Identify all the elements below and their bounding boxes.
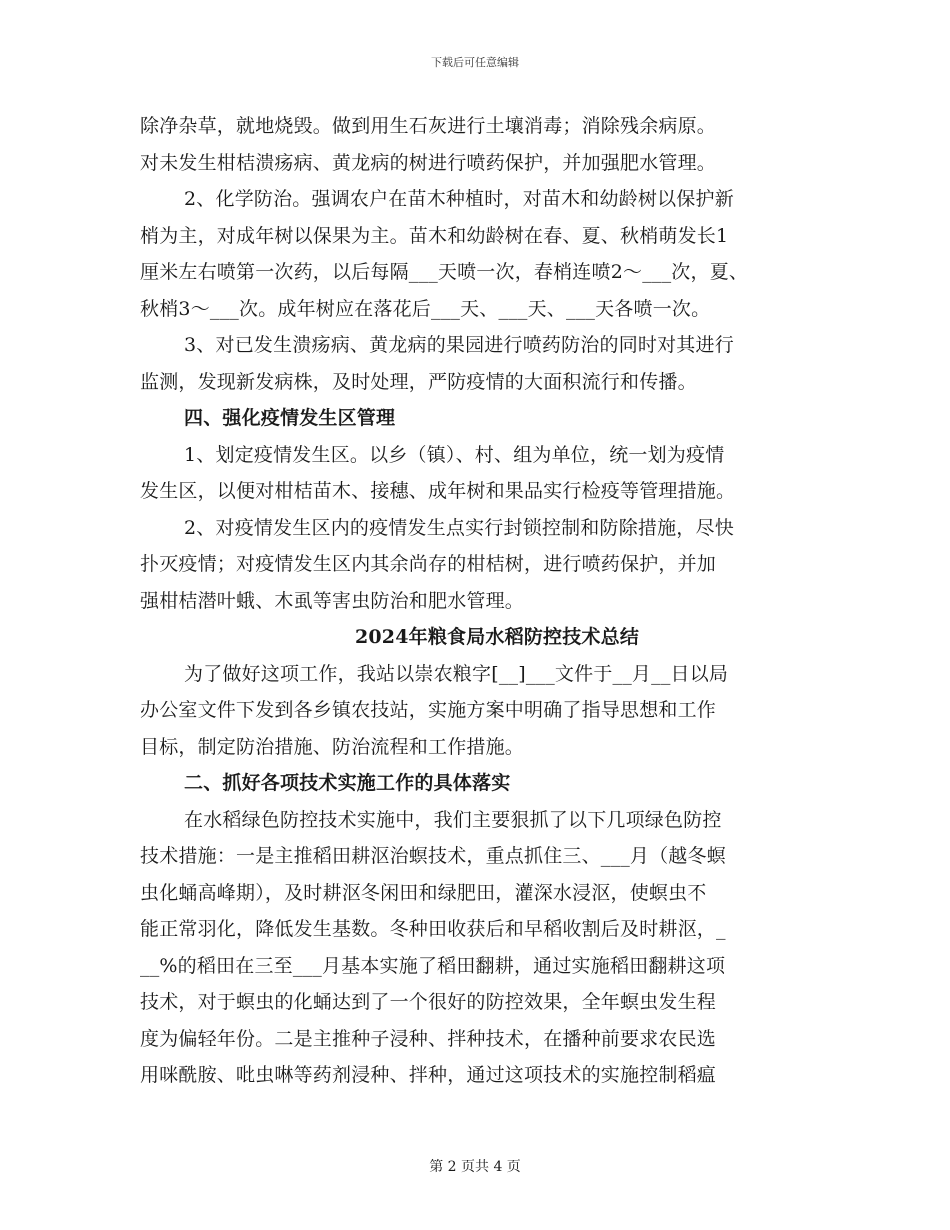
text-line: 对未发生柑桔溃疡病、黄龙病的树进行喷药保护，并加强肥水管理。 (140, 151, 717, 174)
text-line: 强柑桔潜叶蛾、木虱等害虫防治和肥水管理。 (140, 589, 525, 612)
paragraph-start: 为了做好这项工作，我站以崇农粮字[__]___文件于__月__日以局 (184, 662, 729, 685)
text-line: 虫化蛹高峰期），及时耕沤冬闲田和绿肥田，灌深水浸沤，使螟虫不 (140, 881, 707, 904)
paragraph-start: 2、对疫情发生区内的疫情发生点实行封锁控制和防除措施，尽快 (184, 516, 734, 539)
text-line: 除净杂草，就地烧毁。做到用生石灰进行土壤消毒；消除残余病原。 (140, 115, 717, 137)
paragraph-start: 2、化学防治。强调农户在苗木种植时，对苗木和幼龄树以保护新 (184, 188, 734, 210)
text-line: 技术，对于螟虫的化蛹达到了一个很好的防控效果，全年螟虫发生程 (140, 991, 717, 1013)
text-line: 用咪酰胺、吡虫啉等药剂浸种、拌种，通过这项技术的实施控制稻瘟 (140, 1064, 717, 1086)
text-line: 办公室文件下发到各乡镇农技站，实施方案中明确了指导思想和工作 (140, 699, 717, 721)
text-line: 目标，制定防治措施、防治流程和工作措施。 (140, 735, 525, 758)
document-title: 2024年粮食局水稻防控技术总结 (354, 626, 640, 648)
section-heading: 二、抓好各项技术实施工作的具体落实 (184, 772, 511, 794)
section-heading: 四、强化疫情发生区管理 (184, 407, 396, 429)
text-line: 度为偏轻年份。二是主推种子浸种、拌种技术，在播种前要求农民选 (140, 1027, 717, 1050)
text-line: 技术措施：一是主推稻田耕沤治螟技术，重点抓住三、___月（越冬螟 (140, 845, 726, 867)
page-header-note: 下载后可任意编辑 (431, 56, 519, 69)
page-number: 第 2 页共 4 页 (429, 1159, 521, 1175)
text-line: __%的稻田在三至___月基本实施了稻田翻耕，通过实施稻田翻耕这项 (140, 954, 726, 977)
paragraph-start: 1、划定疫情发生区。以乡（镇）、村、组为单位，统一划为疫情 (184, 443, 725, 466)
text-line: 能正常羽化，降低发生基数。冬种田收获后和早稻收割后及时耕沤，_ (140, 918, 726, 940)
text-line: 发生区，以便对柑桔苗木、接穗、成年树和果品实行检疫等管理措施。 (140, 480, 736, 502)
paragraph-start: 3、对已发生溃疡病、黄龙病的果园进行喷药防治的同时对其进行 (184, 334, 734, 356)
text-line: 厘米左右喷第一次药，以后每隔___天喷一次，春梢连喷2～___次，夏、 (140, 261, 749, 283)
paragraph-start: 在水稻绿色防控技术实施中，我们主要狠抓了以下几项绿色防控 (184, 808, 722, 831)
text-line: 扑灭疫情；对疫情发生区内其余尚存的柑桔树，进行喷药保护，并加 (140, 553, 717, 575)
text-line: 监测，发现新发病株，及时处理，严防疫情的大面积流行和传播。 (140, 370, 697, 393)
text-line: 秋梢3～___次。成年树应在落花后___天、___天、___天各喷一次。 (140, 297, 711, 320)
text-line: 梢为主，对成年树以保果为主。苗木和幼龄树在春、夏、秋梢萌发长1 (140, 224, 729, 247)
document-body (140, 108, 810, 1094)
